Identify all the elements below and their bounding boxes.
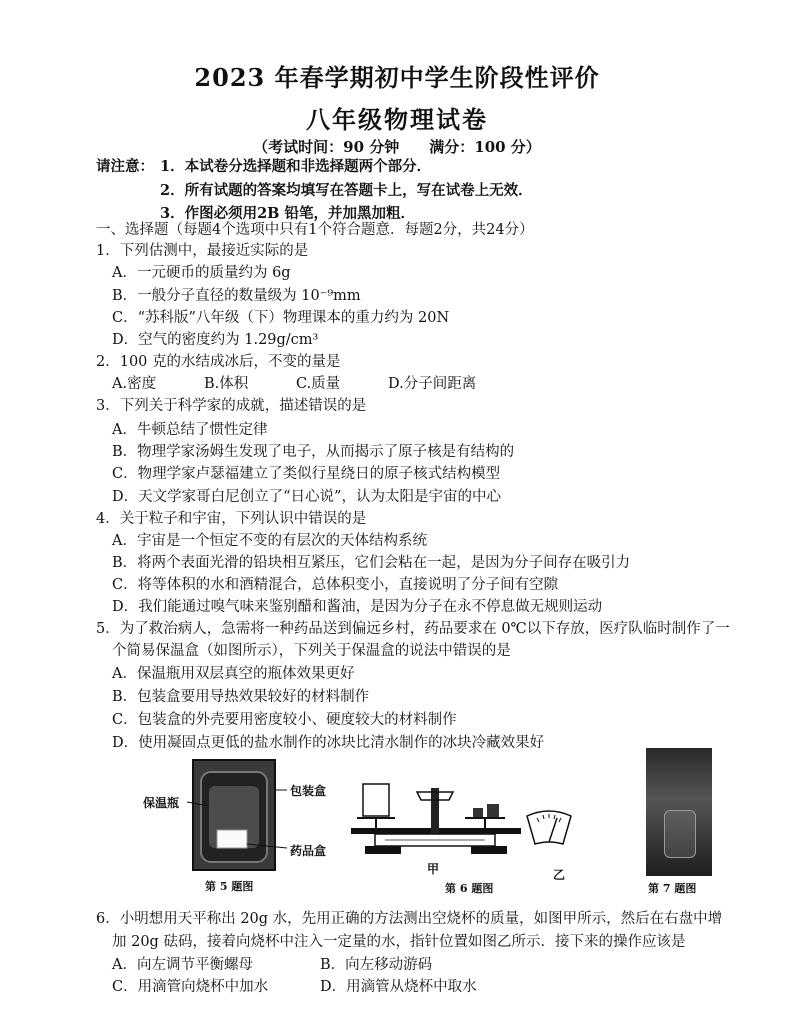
option: B．向左移动游码 — [320, 957, 433, 973]
option: C．用滴管向烧杯中加水 — [112, 979, 269, 995]
option: D．使用凝固点更低的盐水制作的冰块比清水制作的冰块冷藏效果好 — [112, 735, 545, 751]
option: B．将两个表面光滑的铅块相互紧压，它们会粘在一起，是因为分子间存在吸引力 — [112, 555, 631, 571]
glass-icon — [664, 810, 696, 858]
exam-info: （考试时间：90 分钟 满分：100 分） — [253, 138, 541, 156]
option: C．“苏科版”八年级（下）物理课本的重力约为 20N — [112, 310, 450, 326]
figure-7-caption: 第 7 题图 — [648, 882, 697, 895]
option: C．物理学家卢瑟福建立了类似行星绕日的原子核式结构模型 — [112, 466, 501, 482]
option: D．用滴管从烧杯中取水 — [320, 979, 477, 995]
pointer-needle — [549, 818, 557, 842]
question-stem: 1．下列估测中，最接近实际的是 — [96, 243, 309, 259]
figure-5 — [135, 750, 335, 900]
option: C．将等体积的水和酒精混合，总体积变小，直接说明了分子间有空隙 — [112, 577, 559, 593]
drug-box — [217, 830, 247, 848]
question-stem-line: 6．小明想用天平称出 20g 水，先用正确的方法测出空烧杯的质量，如图甲所示，然后在右盘中增 — [96, 911, 723, 927]
figure-6 — [345, 760, 605, 900]
label-thermos: 保温瓶 — [143, 796, 180, 810]
option: A.密度 — [112, 376, 157, 392]
option: A．保温瓶用双层真空的瓶体效果更好 — [112, 666, 355, 682]
option: D.分子间距离 — [388, 376, 477, 392]
option: D．我们能通过嗅气味来鉴别醋和酱油，是因为分子在永不停息做无规则运动 — [112, 599, 603, 615]
exam-subtitle: 八年级物理试卷 — [306, 105, 488, 134]
option: D．天文学家哥白尼创立了“日心说”，认为太阳是宇宙的中心 — [112, 489, 501, 505]
question-stem: 3．下列关于科学家的成就，描述错误的是 — [96, 398, 367, 414]
option: B．一般分子直径的数量级为 10⁻⁹mm — [112, 288, 361, 304]
note-item: 2．所有试题的答案均填写在答题卡上，写在试卷上无效． — [160, 182, 533, 199]
label-yi: 乙 — [553, 868, 566, 882]
note-item: 3．作图必须用2B 铅笔，并加黑加粗． — [160, 205, 415, 222]
question-stem-line: 个简易保温盒（如图所示），下列关于保温盒的说法中错误的是 — [112, 643, 511, 659]
option: A．一元硬币的质量约为 6g — [112, 265, 291, 281]
figure-6-caption: 第 6 题图 — [445, 882, 494, 895]
option: B．物理学家汤姆生发现了电子，从而揭示了原子核是有结构的 — [112, 444, 515, 460]
figure-5-caption: 第 5 题图 — [205, 880, 254, 893]
label-jia: 甲 — [427, 862, 440, 876]
option: C．包装盒的外壳要用密度较小、硬度较大的材料制作 — [112, 712, 457, 728]
weight-icon — [473, 808, 483, 818]
question-stem-line: 5．为了救治病人，急需将一种药品送到偏远乡村，药品要求在 0℃以下存放，医疗队临时制作了一 — [96, 621, 730, 637]
section-heading: 一、选择题（每题4个选项中只有1个符合题意．每题2分，共24分） — [96, 222, 534, 238]
label-drug-box: 药品盒 — [290, 844, 327, 858]
notes-lead: 请注意： — [96, 158, 154, 175]
figure-7 — [640, 748, 720, 896]
option: A．牛顿总结了惯性定律 — [112, 422, 268, 438]
option: D．空气的密度约为 1.29g/cm³ — [112, 332, 319, 348]
option: B．包装盒要用导热效果较好的材料制作 — [112, 689, 370, 705]
option: A．宇宙是一个恒定不变的有层次的天体结构系统 — [112, 533, 427, 549]
label-package-box: 包装盒 — [290, 784, 327, 798]
balance-post — [431, 788, 439, 834]
figure-7-photo — [646, 748, 712, 876]
figure-6-drawing — [345, 760, 605, 900]
option: A．向左调节平衡螺母 — [112, 957, 253, 973]
weight-icon — [487, 804, 499, 818]
exam-title: 2023 年春学期初中学生阶段性评价 — [194, 63, 600, 92]
option: B.体积 — [204, 376, 249, 392]
question-stem: 2．100 克的水结成冰后，不变的量是 — [96, 354, 341, 370]
question-stem: 4．关于粒子和宇宙，下列认识中错误的是 — [96, 511, 367, 527]
note-item: 1．本试卷分选择题和非选择题两个部分． — [160, 158, 432, 175]
option: C.质量 — [296, 376, 341, 392]
question-stem-line: 加 20g 砝码，接着向烧杯中注入一定量的水，指针位置如图乙所示．接下来的操作应该是 — [112, 934, 686, 950]
beaker-icon — [363, 784, 389, 816]
